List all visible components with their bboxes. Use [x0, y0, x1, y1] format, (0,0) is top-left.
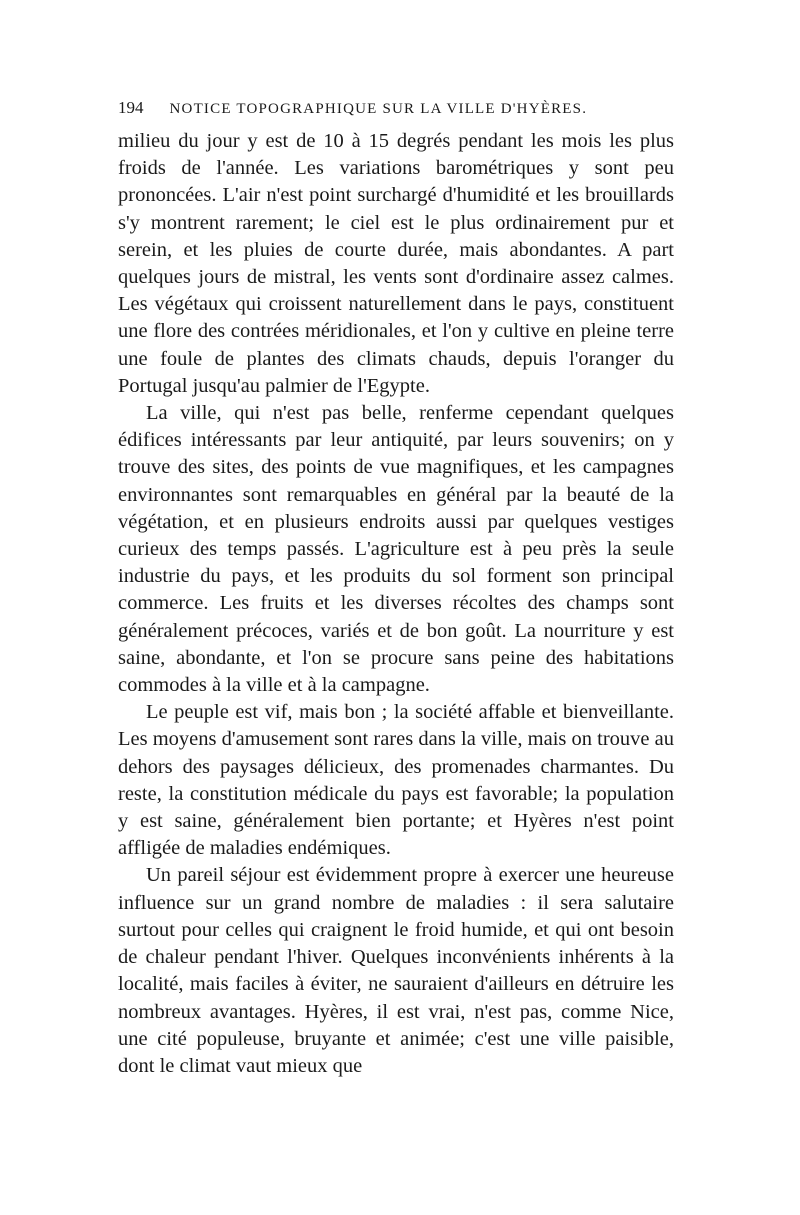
paragraph-1: milieu du jour y est de 10 à 15 degrés pendant les mois les plus froids de l'année. Les variations barométriques y sont peu prononcées. L'air n'est point surchargé d'humidité et les brouillards s'y montrent rarement; le ciel est le plus ordinairement pur et serein, et les pluies de courte durée, mais abondantes. A part quelques jours de mistral, les vents sont d'ordinaire assez calmes. Les végétaux qui croissent naturellement dans le pays, constituent une flore des contrées méridionales, et l'on y cultive en pleine terre une foule de plantes des climats chauds, depuis l'oranger du Portugal jusqu'au palmier de l'Egypte.: [118, 130, 674, 397]
running-title: NOTICE TOPOGRAPHIQUE SUR LA VILLE D'HYÈRES.: [169, 101, 588, 117]
paragraph-4: Un pareil séjour est évidemment propre à exercer une heureuse influence sur un grand nombre de maladies : il sera salutaire surtout pour celles qui craignent le froid humide, et qui ont besoin de chaleur pendant l'hiver. Quelques inconvénients inhérents à la localité, mais faciles à éviter, ne sauraient d'ailleurs en détruire les nombreux avantages. Hyères, il est vrai, n'est pas, comme Nice, une cité populeuse, bruyante et animée; c'est une ville paisible, dont le climat vaut mieux que: [118, 864, 674, 1077]
paragraph-3: Le peuple est vif, mais bon ; la société affable et bienveillante. Les moyens d'amusement sont rares dans la ville, mais on trouve au dehors des paysages délicieux, des promenades charmantes. Du reste, la constitution médicale du pays est favorable; la population y est saine, généralement bien portante; et Hyères n'est point affligée de maladies endémiques.: [118, 701, 674, 860]
page-number: 194: [118, 98, 144, 117]
body-text: [118, 128, 674, 1080]
running-header: [118, 98, 678, 118]
paragraph-2: La ville, qui n'est pas belle, renferme cependant quelques édifices intéressants par leur antiquité, par leurs souvenirs; on y trouve des sites, des points de vue magnifiques, et les campagnes environnantes sont remarquables en général par la beauté de la végétation, et en plusieurs endroits aussi par quelques vestiges curieux des temps passés. L'agriculture est à peu près la seule industrie du pays, et les produits du sol forment son principal commerce. Les fruits et les diverses récoltes des champs sont généralement précoces, variés et de bon goût. La nourriture y est saine, abondante, et l'on se procure sans peine des habitations commodes à la ville et à la campagne.: [118, 402, 674, 697]
